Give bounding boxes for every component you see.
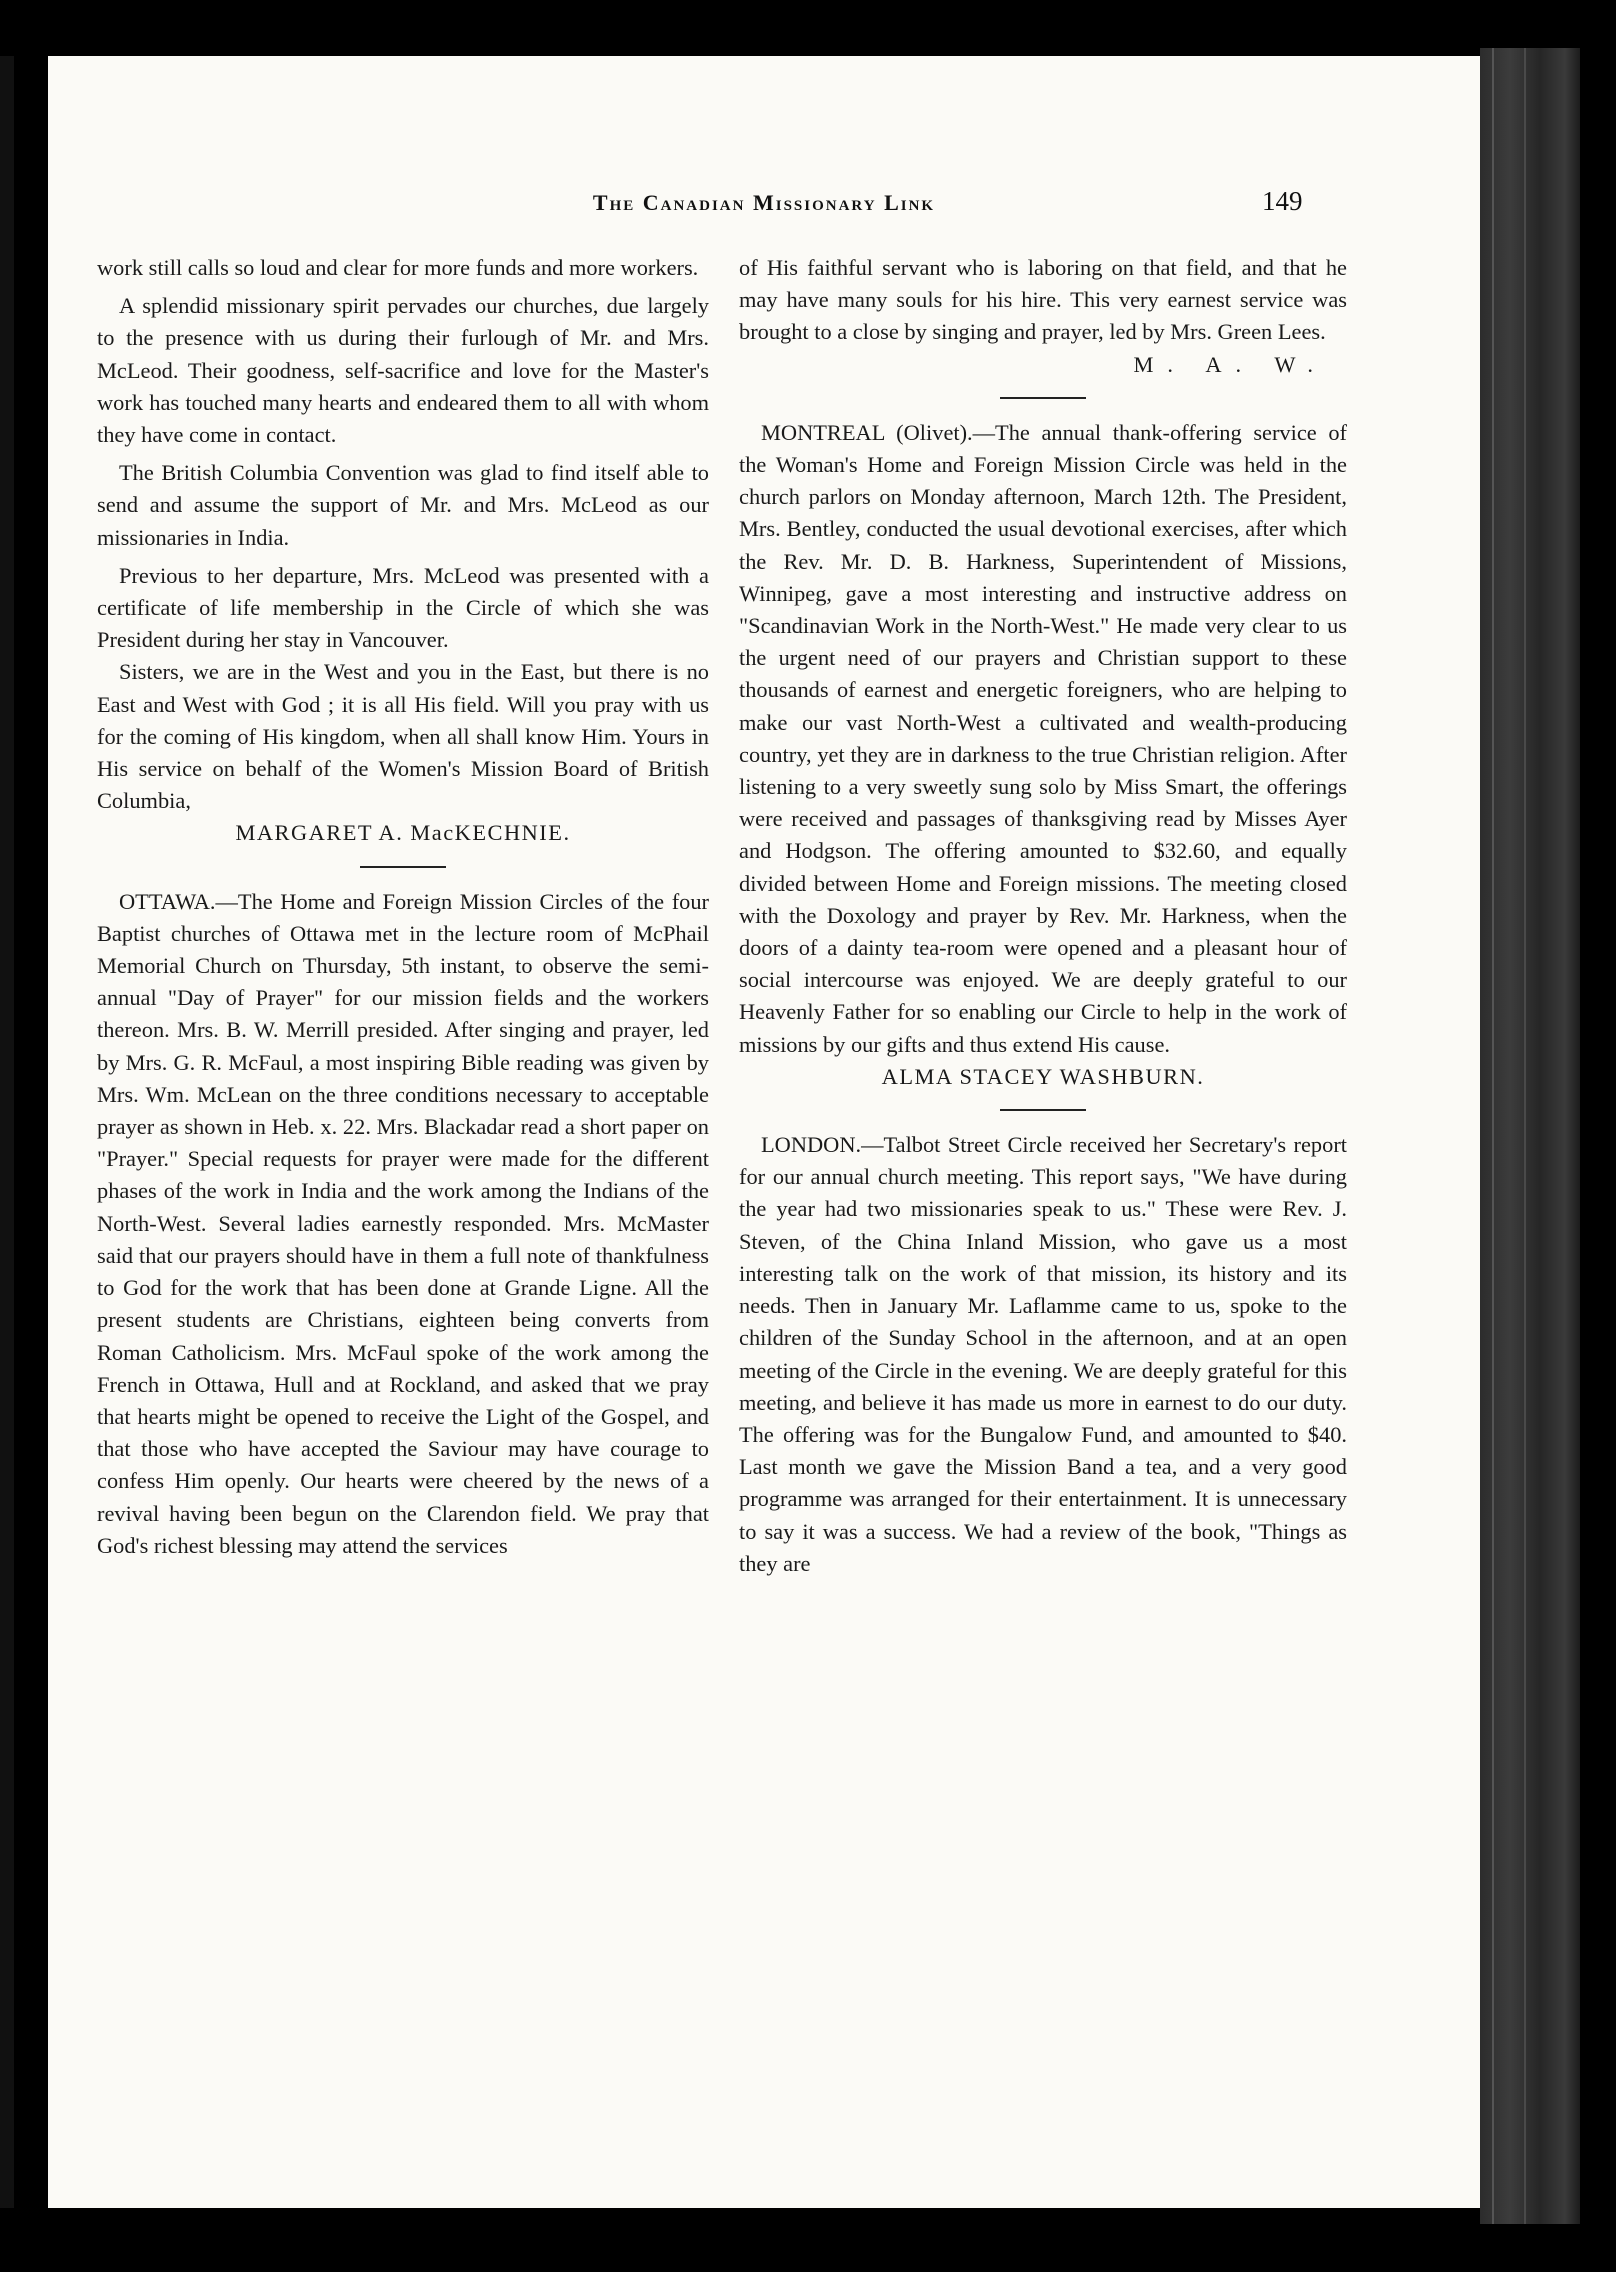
paragraph: The British Columbia Convention was glad to find itself able to send and assume the support of Mr. and Mrs. McLeod as our missionaries in India. (97, 460, 709, 550)
paragraph-london: LONDON.—Talbot Street Circle received her Secretary's report for our annual church meeting. This report says, "We have during the year had two missionaries speak to us." These were Rev. J. Steven, of the China Inland Mission, who gave us a most interesting talk on the work of that mission, its history and its needs. Then in January Mr. Laflamme came to us, spoke to the children of the Sunday School in the afternoon, and at an open meeting of the Circle in the evening. We are deeply grateful for this meeting, and believe it has made us more in earnest to do our duty. The offering was for the Bungalow Fund, and amounted to $40. Last month we gave the Mission Band a tea, and a very good programme was arranged for their entertainment. It is unnecessary to say it was a success. We had a review of the book, "Things as they are (739, 1132, 1347, 1576)
paragraph: of His faithful servant who is laboring on that field, and that he may have many souls for his hire. This very earnest service was brought to a close by singing and prayer, led by Mrs. Green Lees. (739, 255, 1347, 345)
running-head: The Canadian Missionary Link (592, 190, 936, 215)
paragraph: work still calls so loud and clear for more funds and more workers. (97, 255, 699, 280)
page-number: 149 (1262, 186, 1303, 216)
section-divider (1000, 397, 1086, 399)
signature: M. A. W. (1133, 351, 1327, 377)
section-divider (360, 866, 446, 868)
paragraph-montreal: MONTREAL (Olivet).—The annual thank-offering service of the Woman's Home and Foreign Mission Circle was held in the church parlors on Monday afternoon, March 12th. The President, Mrs. Bentley, conducted the usual devotional exercises, after which the Rev. Mr. D. B. Harkness, Superintendent of Missions, Winnipeg, gave a most interesting and instructive address on "Scandinavian Work in the North-West." He made very clear to us the urgent need of our prayers and Christian support to these thousands of earnest and energetic foreigners, who are helping to make our vast North-West a cultivated and wealth-producing country, yet they are in darkness to the true Christian religion. After listening to a very sweetly sung solo by Miss Smart, the offerings were received and passages of thanksgiving read by Misses Ayer and Hodgson. The offering amounted to $32.60, and equally divided between Home and Foreign missions. The meeting closed with the Doxology and prayer by Rev. Mr. Harkness, when the doors of a dainty tea-room were opened and a pleasant hour of social intercourse was enjoyed. We are deeply grateful to our Heavenly Father for so enabling our Circle to help in the work of missions by our gifts and thus extend His cause. (739, 419, 1347, 1057)
signature: MARGARET A. MacKECHNIE. (235, 820, 571, 846)
signature: ALMA STACEY WASHBURN. (881, 1063, 1205, 1089)
left-column (97, 252, 709, 1562)
book-page-edge (1480, 48, 1580, 2224)
right-column (739, 252, 1347, 1580)
paragraph-ottawa: OTTAWA.—The Home and Foreign Mission Circles of the four Baptist churches of Ottawa met in the lecture room of McPhail Memorial Church on Thursday, 5th instant, to observe the semi-annual "Day of Prayer" for our mission fields and the workers thereon. Mrs. B. W. Merrill presided. After singing and prayer, led by Mrs. G. R. McFaul, a most inspiring Bible reading was given by Mrs. Wm. McLean on the three conditions necessary to acceptable prayer as shown in Heb. x. 22. Mrs. Blackadar read a short paper on "Prayer." Special requests for prayer were made for the different phases of the work in India and the work among the Indians of the North-West. Several ladies earnestly responded. Mrs. McMaster said that our prayers should have in them a full note of thankfulness to God for the work that has been done at Grande Ligne. All the present students are Christians, eighteen being converts from Roman Catholicism. Mrs. McFaul spoke of the work among the French in Ottawa, Hull and at Rockland, and asked that we pray that hearts might be opened to receive the Light of the Gospel, and that those who have accepted the Saviour may have courage to confess Him openly. Our hearts were cheered by the news of a revival having been begun on the Clarendon field. We pray that God's richest blessing may attend the services (97, 888, 709, 1558)
paragraph: A splendid missionary spirit pervades our churches, due largely to the presence with us during their furlough of Mr. and Mrs. McLeod. Their goodness, self-sacrifice and love for the Master's work has touched many hearts and endeared them to all with whom they have come in contact. (97, 293, 709, 448)
page-shadow-left (0, 56, 14, 2208)
section-divider (1000, 1109, 1086, 1111)
paragraph: Previous to her departure, Mrs. McLeod was presented with a certificate of life membership in the Circle of which she was President during her stay in Vancouver. (97, 562, 709, 653)
paragraph: Sisters, we are in the West and you in the East, but there is no East and West with God ; it is all His field. Will you pray with us for the coming of His kingdom, when all shall know Him. Yours in His service on behalf of the Women's Mission Board of British Columbia, (97, 659, 709, 814)
